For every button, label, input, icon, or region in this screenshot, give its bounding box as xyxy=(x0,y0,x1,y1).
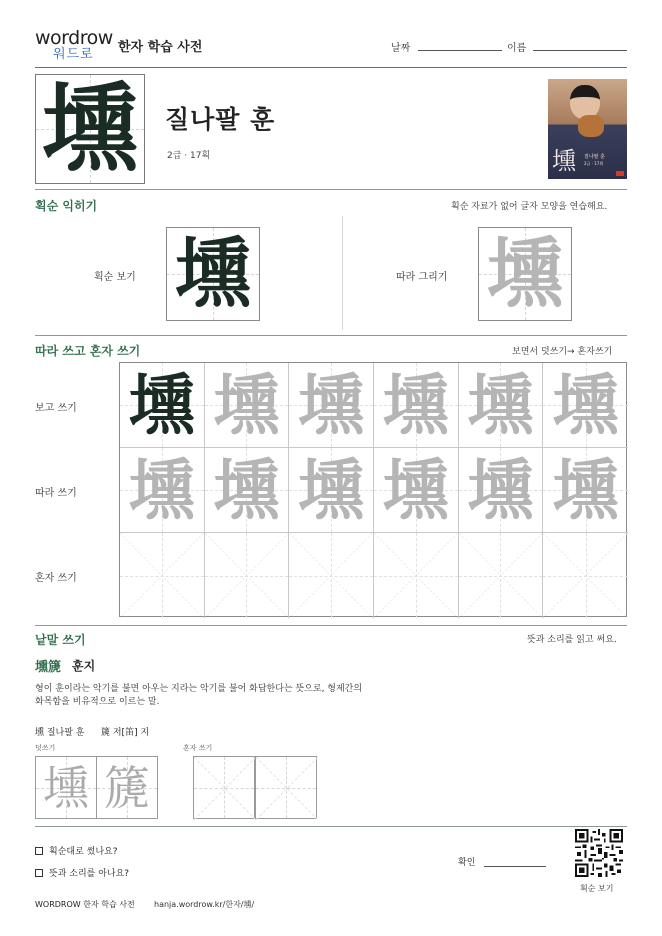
section-divider xyxy=(35,189,627,190)
confirm-signature-field[interactable] xyxy=(484,866,546,867)
stroke-section-note: 획순 자료가 없어 글자 모양을 연습해요. xyxy=(451,202,608,212)
practice-cell[interactable] xyxy=(289,533,374,618)
date-field[interactable] xyxy=(418,50,502,51)
practice-cell[interactable] xyxy=(459,448,544,533)
main-character: 壎 xyxy=(42,72,138,185)
trace-label: 따라 그리기 xyxy=(396,272,448,283)
cover-character: 壎 xyxy=(552,147,576,175)
main-character-box xyxy=(35,74,145,184)
trace-character: 壎 xyxy=(382,451,449,529)
name-label: 이름 xyxy=(507,43,527,54)
character-grade: 2급 · 17획 xyxy=(167,151,211,161)
word-char1-note: 壎 질나팔 훈 xyxy=(35,728,85,738)
section-divider xyxy=(35,625,627,626)
trace-box[interactable] xyxy=(478,227,572,321)
confirm-label: 확인 xyxy=(458,858,476,868)
checklist-item-stroke-order[interactable] xyxy=(35,844,118,857)
trace-character: 壎 xyxy=(128,451,195,529)
checklist-item-meaning[interactable] xyxy=(35,866,129,879)
practice-cell[interactable] xyxy=(120,533,205,618)
footer-url[interactable]: hanja.wordrow.kr/한자/壎/ xyxy=(154,900,255,909)
word-section-note: 뜻과 소리를 읽고 써요. xyxy=(527,635,617,645)
practice-cell[interactable] xyxy=(543,448,628,533)
word-trace-label: 덧쓰기 xyxy=(35,744,56,752)
logo-wordmark: wordrow xyxy=(35,27,113,49)
qr-code-icon[interactable] xyxy=(575,829,623,877)
trace-character: 壎 xyxy=(487,229,563,318)
word-free-box-1[interactable] xyxy=(193,756,255,819)
checkbox-icon[interactable] xyxy=(35,869,43,877)
practice-grid xyxy=(119,362,627,617)
trace-character: 壎 xyxy=(467,366,534,444)
practice-cell[interactable] xyxy=(289,363,374,448)
practice-section-title: 따라 쓰고 혼자 쓰기 xyxy=(35,344,141,358)
practice-cell[interactable] xyxy=(459,533,544,618)
checkbox-icon[interactable] xyxy=(35,847,43,855)
stroke-view-box xyxy=(166,227,260,321)
trace-character: 壎 xyxy=(552,366,619,444)
word-char2-note: 篪 저[笛] 지 xyxy=(101,728,150,738)
word-trace-box-1[interactable] xyxy=(35,756,97,819)
cover-instrument xyxy=(578,115,604,137)
practice-section-note: 보면서 덧쓰기→ 혼자쓰기 xyxy=(512,347,613,357)
name-field[interactable] xyxy=(533,50,627,51)
word-section-title: 낱말 쓰기 xyxy=(35,633,86,647)
practice-cell[interactable] xyxy=(289,448,374,533)
practice-cell[interactable] xyxy=(120,363,205,448)
book-cover-image xyxy=(548,79,627,179)
practice-cell[interactable] xyxy=(374,448,459,533)
row-label-trace: 따라 쓰기 xyxy=(35,488,77,499)
footer-brand: WORDROW 한자 학습 사전 xyxy=(35,900,135,909)
word-trace-char-2: 篪 xyxy=(104,760,150,815)
trace-character: 壎 xyxy=(298,451,365,529)
cover-grade: 2급 · 17획 xyxy=(584,161,604,166)
stroke-section-title: 획순 익히기 xyxy=(35,199,98,213)
word-reading: 훈지 xyxy=(72,659,96,673)
section-divider xyxy=(35,826,627,827)
logo-korean: 워드로 xyxy=(53,47,94,62)
check1-label: 획순대로 썼나요? xyxy=(49,847,118,857)
practice-cell[interactable] xyxy=(543,533,628,618)
row-label-look: 보고 쓰기 xyxy=(35,403,77,414)
practice-cell[interactable] xyxy=(205,448,290,533)
trace-character: 壎 xyxy=(213,366,280,444)
word-free-box-2[interactable] xyxy=(255,756,317,819)
wordrow-logo xyxy=(35,28,115,64)
stroke-divider xyxy=(342,216,343,330)
practice-cell[interactable] xyxy=(374,363,459,448)
character-meaning: 질나팔 훈 xyxy=(165,105,276,134)
stroke-view-label: 획순 보기 xyxy=(94,272,136,283)
practice-cell[interactable] xyxy=(205,533,290,618)
practice-cell[interactable] xyxy=(205,363,290,448)
cover-person-head xyxy=(570,85,600,119)
trace-character: 壎 xyxy=(298,366,365,444)
header-divider xyxy=(35,67,627,68)
practice-cell[interactable] xyxy=(543,363,628,448)
qr-label: 획순 보기 xyxy=(580,884,614,893)
cover-badge xyxy=(616,171,624,176)
dictionary-title: 한자 학습 사전 xyxy=(118,40,203,55)
check2-label: 뜻과 소리를 아나요? xyxy=(49,869,130,879)
word-description: 형이 훈이라는 악기를 불면 아우는 지라는 악기를 불어 화답한다는 뜻으로, 형제간의 화목함을 비유적으로 이르는 말. xyxy=(35,684,363,707)
trace-character: 壎 xyxy=(552,451,619,529)
word-trace-box-2[interactable] xyxy=(96,756,158,819)
practice-cell[interactable] xyxy=(120,448,205,533)
row-label-free: 혼자 쓰기 xyxy=(35,573,77,584)
word-hanja: 壎篪 xyxy=(35,660,62,675)
practice-cell[interactable] xyxy=(459,363,544,448)
trace-character: 壎 xyxy=(213,451,280,529)
word-free-label: 혼자 쓰기 xyxy=(183,744,213,752)
trace-character: 壎 xyxy=(382,366,449,444)
cover-meaning: 질나팔 훈 xyxy=(584,154,605,160)
trace-character: 壎 xyxy=(467,451,534,529)
word-trace-char-1: 壎 xyxy=(43,760,89,815)
stroke-view-character: 壎 xyxy=(175,229,251,318)
section-divider xyxy=(35,335,627,336)
model-character: 壎 xyxy=(128,366,195,444)
practice-cell[interactable] xyxy=(374,533,459,618)
date-label: 날짜 xyxy=(391,43,411,54)
